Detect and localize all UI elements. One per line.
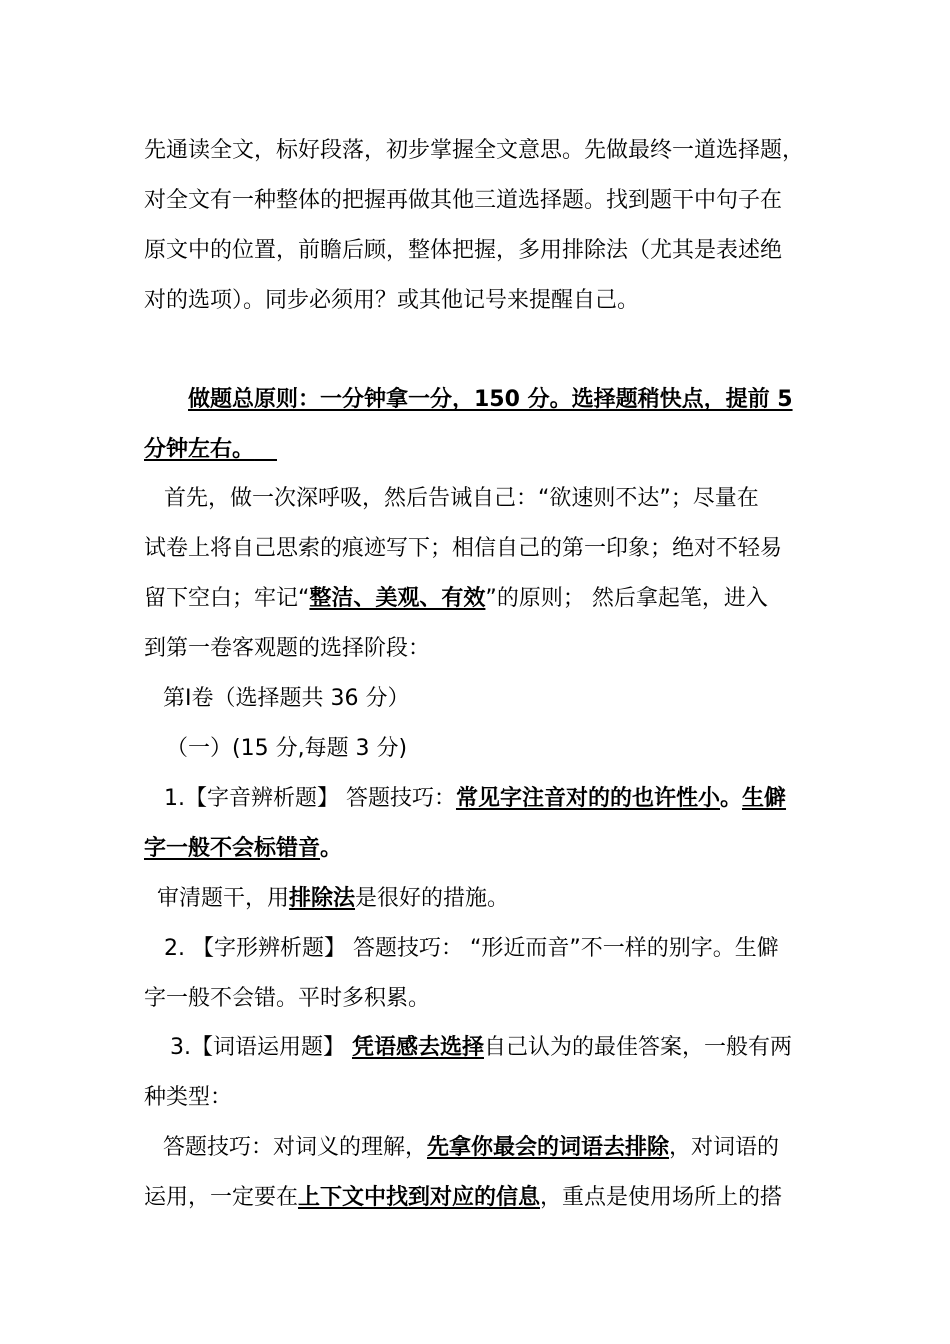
q3-line-2: 种类型：	[144, 1085, 233, 1110]
intro-line-2: 对全文有一种整体的把握再做其他三道选择题。找到题干中句子在	[144, 188, 783, 213]
q2-line-1: 2. 【字形辨析题】 答题技巧： “形近而音”不一样的别字。生僻	[164, 936, 779, 961]
tips-emphasis-2: 上下文中找到对应的信息	[298, 1185, 541, 1210]
q1-label: 1.【字音辨析题】 答题技巧：	[164, 786, 456, 811]
q1-tip-emphasis: 常见字注音对的的也许性小	[455, 786, 720, 811]
q3-line-1	[170, 1033, 860, 1063]
review-start: 审清题干，用	[157, 886, 290, 911]
q3-emphasis: 凭语感去选择	[351, 1035, 484, 1060]
q1-line-1	[164, 784, 854, 814]
intro-line-4: 对的选项）。同步必须用？或其他记号来提醒自己。	[144, 288, 640, 313]
review-emphasis: 排除法	[289, 886, 356, 911]
first-line-3-start: 留下空白；牢记“	[144, 586, 310, 611]
q1-line-2	[144, 834, 834, 864]
intro-line-1: 先通读全文，标好段落，初步掌握全文意思。先做最终一道选择题，	[144, 138, 805, 163]
tips-start: 答题技巧：对词义的理解，	[163, 1135, 428, 1160]
first-line-2: 试卷上将自己思索的痕迹写下；相信自己的第一印象；绝对不轻易	[144, 536, 783, 561]
principle-line-2-text: 分钟左右。	[144, 437, 255, 462]
first-line-3-end: ”的原则； 然后拿起笔，进入	[485, 586, 768, 611]
section-heading: （一）(15 分,每题 3 分)	[166, 736, 408, 761]
volume-heading: 第Ⅰ卷（选择题共 36 分）	[163, 686, 410, 711]
q1-period: 。	[720, 786, 743, 811]
principle-line-1: 做题总原则：一分钟拿一分，150 分。选择题稍快点，提前 5	[188, 387, 793, 412]
principle-line-2	[144, 435, 834, 465]
review-end: 是很好的措施。	[355, 886, 510, 911]
tips-mid: ，对词语的	[669, 1135, 780, 1160]
tips-emphasis-1: 先拿你最会的词语去排除	[427, 1135, 670, 1160]
q3-rest: 自己认为的最佳答案，一般有两	[484, 1035, 793, 1060]
principle-keywords: 整洁、美观、有效	[309, 586, 486, 611]
first-line-4: 到第一卷客观题的选择阶段：	[144, 636, 431, 661]
q2-line-2: 字一般不会错。平时多积累。	[144, 986, 431, 1011]
first-line-1: 首先，做一次深呼吸，然后告诫自己：“欲速则不达”；尽量在	[164, 486, 759, 511]
first-line-3	[144, 584, 834, 614]
tips-line-1	[163, 1133, 853, 1163]
q1-tip-emphasis-2: 生僻	[742, 786, 787, 811]
q1-period-2: 。	[320, 836, 343, 861]
tips-line-2-start: 运用，一定要在	[144, 1185, 299, 1210]
q1-tip-emphasis-3: 字一般不会标错音	[144, 836, 321, 861]
tips-line-2	[144, 1183, 834, 1213]
tips-line-2-end: ，重点是使用场所上的搭	[540, 1185, 783, 1210]
q3-label: 3.【词语运用题】	[170, 1035, 352, 1060]
review-line	[157, 884, 847, 914]
intro-line-3: 原文中的位置，前瞻后顾，整体把握，多用排除法（尤其是表述绝	[144, 238, 783, 263]
